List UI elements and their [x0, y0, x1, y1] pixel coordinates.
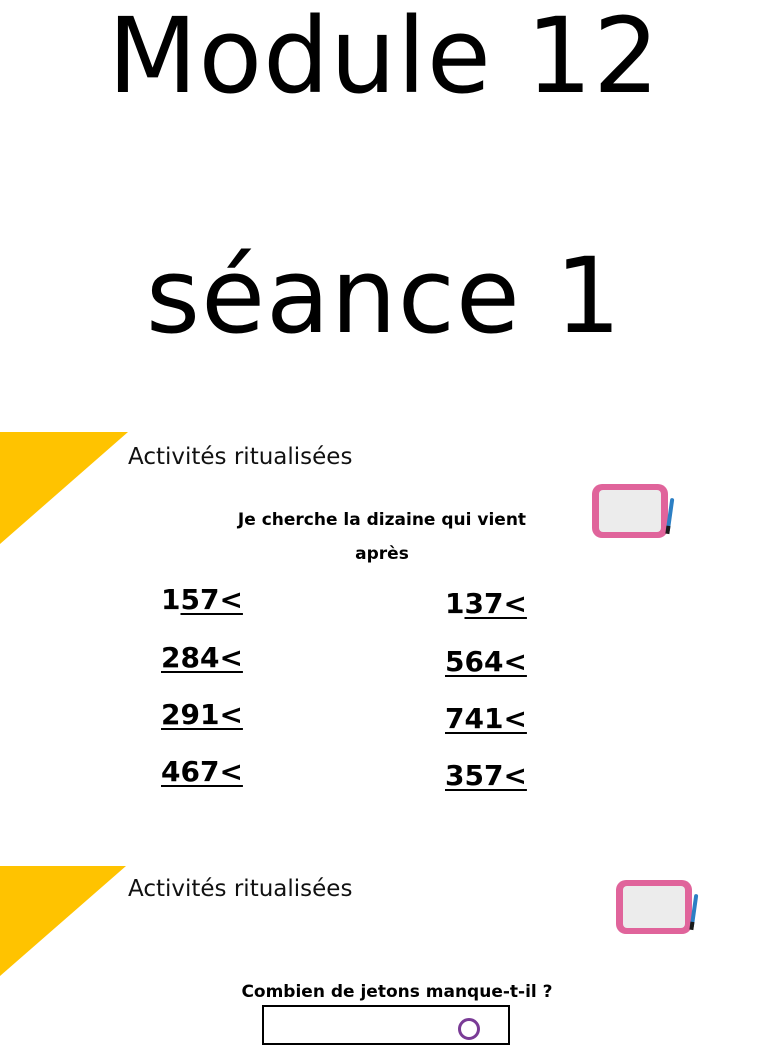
number-underlined: 57< [180, 583, 243, 616]
number-digit: 1 [445, 587, 465, 620]
number-item [445, 587, 527, 620]
number-item [445, 645, 527, 678]
number-underlined: 291< [161, 698, 243, 731]
number-item [161, 755, 243, 788]
section-heading: Activités ritualisées [128, 444, 353, 470]
instruction-line-2: après [355, 544, 409, 564]
instruction-line-1: Je cherche la dizaine qui vient [237, 510, 527, 530]
number-underlined: 564< [445, 645, 527, 678]
number-item [445, 702, 527, 735]
instruction-text [230, 503, 534, 571]
question-text: Combien de jetons manque-t-il ? [241, 982, 553, 1002]
section-accent-triangle [0, 866, 126, 976]
section-accent-triangle [0, 432, 128, 544]
number-underlined: 37< [464, 587, 527, 620]
number-underlined: 741< [445, 702, 527, 735]
number-item [161, 641, 243, 674]
section-heading: Activités ritualisées [128, 876, 353, 902]
module-title: Module 12 [107, 0, 661, 117]
number-item [445, 759, 527, 792]
number-item [161, 698, 243, 731]
number-digit: 1 [161, 583, 181, 616]
whiteboard-slate-icon [582, 476, 692, 546]
number-item [161, 583, 243, 616]
whiteboard-slate-icon [606, 872, 716, 942]
token-circle-icon [458, 1018, 480, 1040]
number-underlined: 357< [445, 759, 527, 792]
session-title: séance 1 [145, 235, 623, 357]
number-underlined: 284< [161, 641, 243, 674]
number-underlined: 467< [161, 755, 243, 788]
